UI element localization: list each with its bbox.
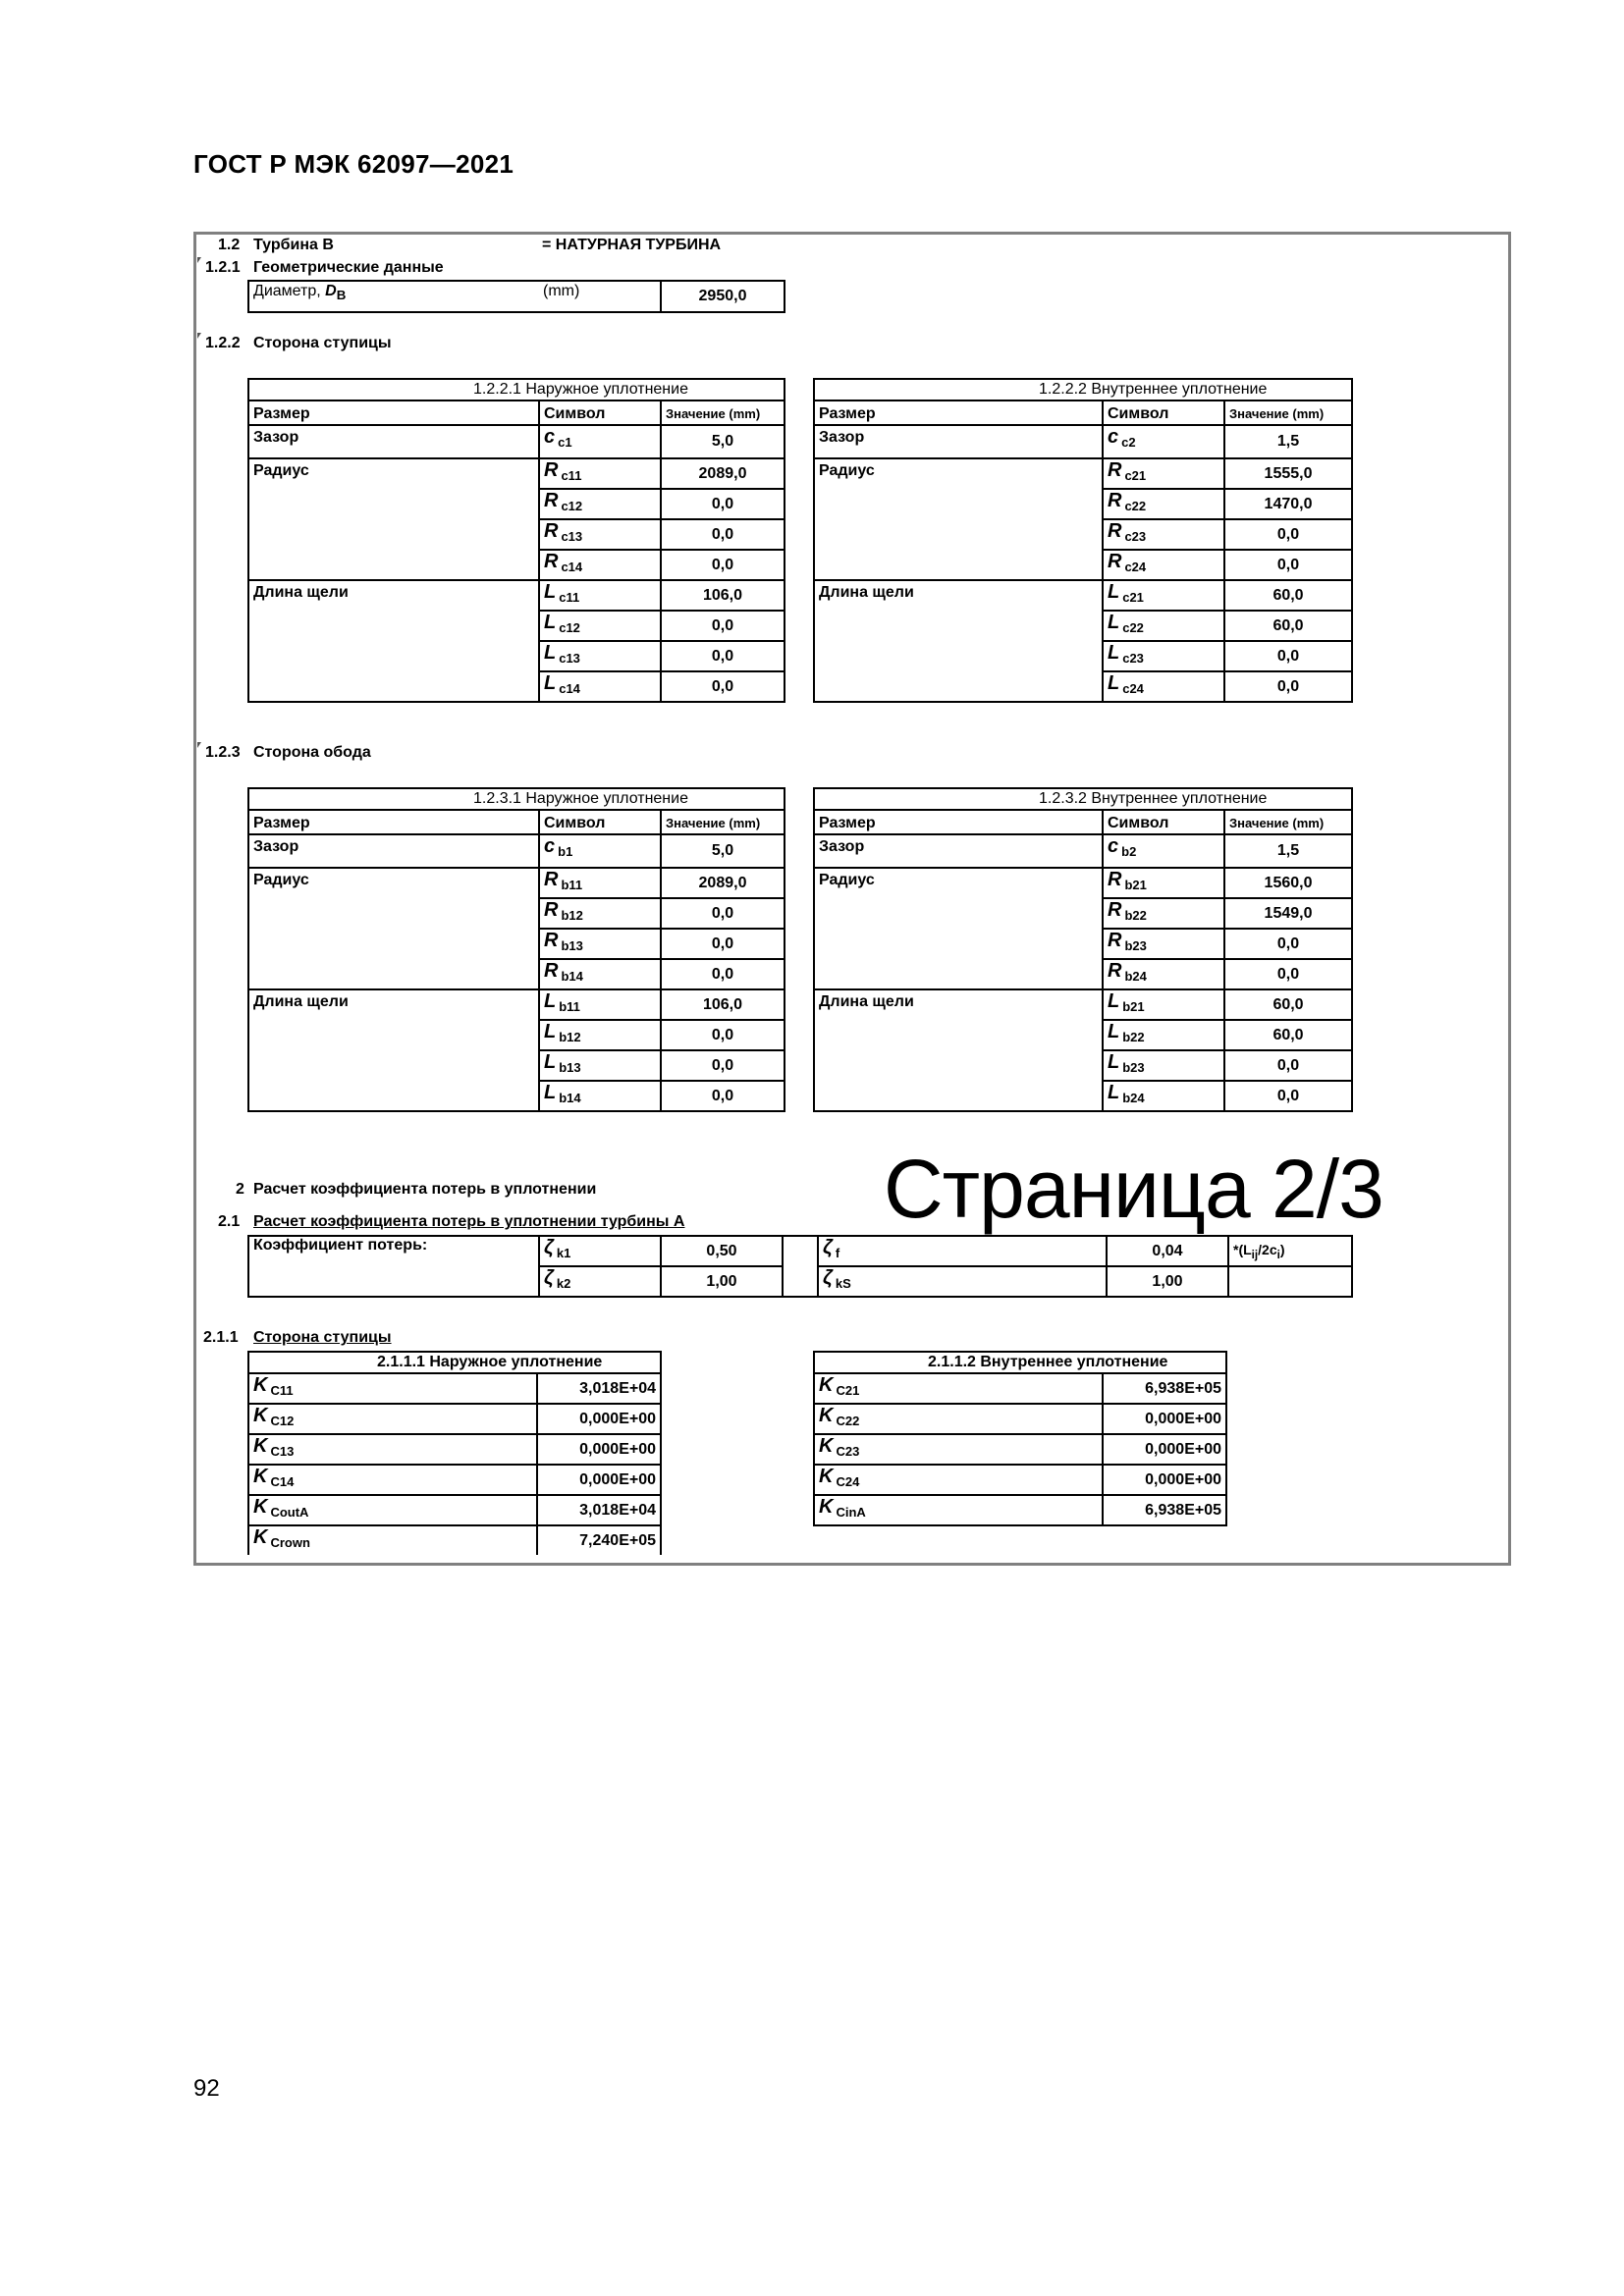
symbol-cell: c $_{b1}$ (539, 834, 661, 868)
group-gap: Зазор (248, 425, 539, 458)
table-caption: 1.2.2.2 Внутреннее уплотнение (814, 379, 1352, 400)
group-slot-length: Длина щели (814, 989, 1103, 1111)
col-header-symbol: Символ (539, 810, 661, 834)
symbol-cell: R $_{b22}$ (1103, 898, 1224, 929)
coef-value-f[interactable]: 0,04 (1107, 1236, 1228, 1266)
k-outer-table (247, 1351, 662, 1555)
group-radius: Радиус (248, 458, 539, 580)
section-1-2-title: Турбина B (253, 237, 334, 253)
symbol-cell: L $_{c23}$ (1103, 641, 1224, 671)
rim-outer-seal-table (247, 787, 785, 1112)
value-cell[interactable]: 0,0 (661, 611, 785, 641)
symbol-cell: R $_{c22}$ (1103, 489, 1224, 519)
group-radius: Радиус (248, 868, 539, 989)
value-cell[interactable]: 0,0 (661, 550, 785, 580)
col-header-value: Значение (mm) (661, 810, 785, 834)
section-2-1-number: 2.1 (218, 1213, 241, 1230)
k-inner-table (813, 1351, 1227, 1526)
symbol-cell: R $_{c14}$ (539, 550, 661, 580)
symbol-cell: L $_{c11}$ (539, 580, 661, 611)
value-cell[interactable]: 1560,0 (1224, 868, 1352, 898)
spacer-cell (783, 1236, 818, 1297)
value-cell[interactable]: 2089,0 (661, 868, 785, 898)
symbol-cell: R $_{b23}$ (1103, 929, 1224, 959)
value-cell[interactable]: 0,0 (1224, 1050, 1352, 1081)
symbol-cell: L $_{b23}$ (1103, 1050, 1224, 1081)
symbol-cell: ζ $_{kS}$ (818, 1266, 1107, 1297)
symbol-cell: L $_{b12}$ (539, 1020, 661, 1050)
value-cell[interactable]: 5,0 (661, 425, 785, 458)
section-1-2-2-number: 1.2.2 (205, 335, 241, 351)
value-cell[interactable]: 0,0 (661, 489, 785, 519)
symbol-cell: L $_{b13}$ (539, 1050, 661, 1081)
symbol-cell: R $_{b21}$ (1103, 868, 1224, 898)
section-2-1-1-number: 2.1.1 (203, 1329, 239, 1346)
section-1-2-2-title: Сторона ступицы (253, 335, 392, 351)
value-cell: 6,938E+05 (1103, 1373, 1226, 1404)
symbol-cell: K $_{C14}$ (248, 1465, 537, 1495)
value-cell: 0,000E+00 (537, 1434, 661, 1465)
value-cell[interactable]: 0,0 (661, 671, 785, 702)
value-cell: 0,000E+00 (537, 1465, 661, 1495)
section-1-2-3-title: Сторона обода (253, 744, 371, 761)
section-1-2-1-title: Геометрические данные (253, 259, 444, 276)
symbol-cell: K $_{C22}$ (814, 1404, 1103, 1434)
hub-outer-seal-table (247, 378, 785, 703)
symbol-cell: R $_{b11}$ (539, 868, 661, 898)
section-1-2-1-number: 1.2.1 (205, 259, 241, 276)
symbol-cell: R $_{b24}$ (1103, 959, 1224, 989)
document-title: ГОСТ Р МЭК 62097—2021 (193, 149, 514, 179)
symbol-cell: R $_{c21}$ (1103, 458, 1224, 489)
col-header-size: Размер (814, 810, 1103, 834)
group-slot-length: Длина щели (248, 580, 539, 702)
value-cell: 6,938E+05 (1103, 1495, 1226, 1525)
empty-cell (1228, 1266, 1352, 1297)
value-cell[interactable]: 0,0 (661, 1050, 785, 1081)
section-1-2-number: 1.2 (218, 237, 241, 253)
group-radius: Радиус (814, 868, 1103, 989)
group-gap: Зазор (814, 834, 1103, 868)
value-cell[interactable]: 5,0 (661, 834, 785, 868)
value-cell[interactable]: 0,0 (1224, 550, 1352, 580)
symbol-cell: K $_{CinA}$ (814, 1495, 1103, 1525)
symbol-cell: L $_{c24}$ (1103, 671, 1224, 702)
section-1-2-3-number: 1.2.3 (205, 744, 241, 761)
coef-label: Коэффициент потерь: (248, 1236, 539, 1297)
symbol-cell: R $_{c13}$ (539, 519, 661, 550)
group-slot-length: Длина щели (814, 580, 1103, 702)
value-cell[interactable]: 0,0 (1224, 1081, 1352, 1111)
value-cell[interactable]: 1,5 (1224, 425, 1352, 458)
symbol-cell: K $_{Crown}$ (248, 1525, 537, 1555)
symbol-cell: K $_{C12}$ (248, 1404, 537, 1434)
symbol-cell: L $_{c13}$ (539, 641, 661, 671)
symbol-cell: R $_{b12}$ (539, 898, 661, 929)
value-cell: 3,018E+04 (537, 1495, 661, 1525)
value-cell[interactable]: 1549,0 (1224, 898, 1352, 929)
value-cell: 7,240E+05 (537, 1525, 661, 1555)
group-gap: Зазор (248, 834, 539, 868)
col-header-symbol: Символ (1103, 400, 1224, 425)
group-slot-length: Длина щели (248, 989, 539, 1111)
symbol-cell: K $_{C23}$ (814, 1434, 1103, 1465)
value-cell[interactable]: 0,0 (1224, 519, 1352, 550)
value-cell[interactable]: 1555,0 (1224, 458, 1352, 489)
symbol-cell: L $_{b21}$ (1103, 989, 1224, 1020)
symbol-cell: R $_{c23}$ (1103, 519, 1224, 550)
value-cell: 0,000E+00 (537, 1404, 661, 1434)
table-caption: 1.2.3.1 Наружное уплотнение (248, 788, 785, 810)
col-header-size: Размер (814, 400, 1103, 425)
col-header-size: Размер (248, 400, 539, 425)
value-cell[interactable]: 60,0 (1224, 580, 1352, 611)
value-cell[interactable]: 0,0 (661, 519, 785, 550)
col-header-symbol: Символ (539, 400, 661, 425)
symbol-cell: K $_{C13}$ (248, 1434, 537, 1465)
coef-value-ks[interactable]: 1,00 (1107, 1266, 1228, 1297)
value-cell[interactable]: 60,0 (1224, 611, 1352, 641)
value-cell[interactable]: 0,0 (1224, 671, 1352, 702)
value-cell[interactable]: 1,5 (1224, 834, 1352, 868)
value-cell[interactable]: 2089,0 (661, 458, 785, 489)
coef-value-k2[interactable]: 1,00 (661, 1266, 783, 1297)
symbol-cell: L $_{b24}$ (1103, 1081, 1224, 1111)
symbol-cell: L $_{b14}$ (539, 1081, 661, 1111)
value-cell[interactable]: 0,0 (661, 1081, 785, 1111)
coef-value-k1[interactable]: 0,50 (661, 1236, 783, 1266)
group-radius: Радиус (814, 458, 1103, 580)
value-cell[interactable]: 0,0 (661, 898, 785, 929)
page-number: 92 (193, 2075, 220, 2102)
section-2-1-title: Расчет коэффициента потерь в уплотнении турбины A (253, 1213, 685, 1230)
symbol-cell: L $_{c22}$ (1103, 611, 1224, 641)
col-header-symbol: Символ (1103, 810, 1224, 834)
symbol-cell: R $_{b13}$ (539, 929, 661, 959)
value-cell[interactable]: 1470,0 (1224, 489, 1352, 519)
diameter-label: Диаметр, $D_B$ (248, 281, 539, 312)
value-cell[interactable]: 0,0 (661, 641, 785, 671)
symbol-cell: K $_{CoutA}$ (248, 1495, 537, 1525)
col-header-value: Значение (mm) (1224, 400, 1352, 425)
value-cell[interactable]: 0,0 (661, 929, 785, 959)
value-cell[interactable]: 0,0 (1224, 641, 1352, 671)
value-cell[interactable]: 0,0 (1224, 929, 1352, 959)
page-overlay-label: Страница 2/3 (884, 1143, 1383, 1235)
value-cell[interactable]: 0,0 (661, 1020, 785, 1050)
value-cell[interactable]: 60,0 (1224, 1020, 1352, 1050)
loss-coefficients-table (247, 1235, 1353, 1298)
symbol-cell: ζ $_{k1}$ (539, 1236, 661, 1266)
hub-inner-seal-table (813, 378, 1353, 703)
col-header-value: Значение (mm) (1224, 810, 1352, 834)
value-cell: 0,000E+00 (1103, 1465, 1226, 1495)
symbol-cell: L $_{b22}$ (1103, 1020, 1224, 1050)
symbol-cell: c $_{c2}$ (1103, 425, 1224, 458)
section-2-1-1-title: Сторона ступицы (253, 1329, 392, 1346)
symbol-cell: L $_{b11}$ (539, 989, 661, 1020)
friction-note: $*(L_{ij}/2c_i)$ (1228, 1236, 1352, 1266)
value-cell[interactable]: 106,0 (661, 989, 785, 1020)
value-cell[interactable]: 106,0 (661, 580, 785, 611)
table-caption: 2.1.1.2 Внутреннее уплотнение (814, 1352, 1226, 1373)
section-1-2-subtitle: = НАТУРНАЯ ТУРБИНА (542, 237, 722, 253)
symbol-cell: K $_{C21}$ (814, 1373, 1103, 1404)
symbol-cell: R $_{b14}$ (539, 959, 661, 989)
symbol-cell: L $_{c14}$ (539, 671, 661, 702)
col-header-value: Значение (mm) (661, 400, 785, 425)
value-cell: 0,000E+00 (1103, 1404, 1226, 1434)
rim-inner-seal-table (813, 787, 1353, 1112)
table-caption: 1.2.3.2 Внутреннее уплотнение (814, 788, 1352, 810)
value-cell[interactable]: 60,0 (1224, 989, 1352, 1020)
value-cell[interactable]: 0,0 (1224, 959, 1352, 989)
value-cell: 3,018E+04 (537, 1373, 661, 1404)
diameter-unit: (mm) (539, 281, 661, 312)
diameter-value[interactable]: 2950,0 (661, 281, 785, 312)
section-2-number: 2 (236, 1181, 244, 1198)
symbol-cell: ζ $_{k2}$ (539, 1266, 661, 1297)
symbol-cell: R $_{c24}$ (1103, 550, 1224, 580)
symbol-cell: K $_{C24}$ (814, 1465, 1103, 1495)
col-header-size: Размер (248, 810, 539, 834)
group-gap: Зазор (814, 425, 1103, 458)
symbol-cell: R $_{c11}$ (539, 458, 661, 489)
table-caption: 2.1.1.1 Наружное уплотнение (248, 1352, 661, 1373)
diameter-table (247, 280, 785, 313)
symbol-cell: L $_{c21}$ (1103, 580, 1224, 611)
symbol-cell: R $_{c12}$ (539, 489, 661, 519)
symbol-cell: L $_{c12}$ (539, 611, 661, 641)
value-cell[interactable]: 0,0 (661, 959, 785, 989)
symbol-cell: c $_{c1}$ (539, 425, 661, 458)
symbol-cell: K $_{C11}$ (248, 1373, 537, 1404)
symbol-cell: c $_{b2}$ (1103, 834, 1224, 868)
section-2-title: Расчет коэффициента потерь в уплотнении (253, 1181, 597, 1198)
value-cell: 0,000E+00 (1103, 1434, 1226, 1465)
symbol-cell: ζ $_f$ (818, 1236, 1107, 1266)
table-caption: 1.2.2.1 Наружное уплотнение (248, 379, 785, 400)
